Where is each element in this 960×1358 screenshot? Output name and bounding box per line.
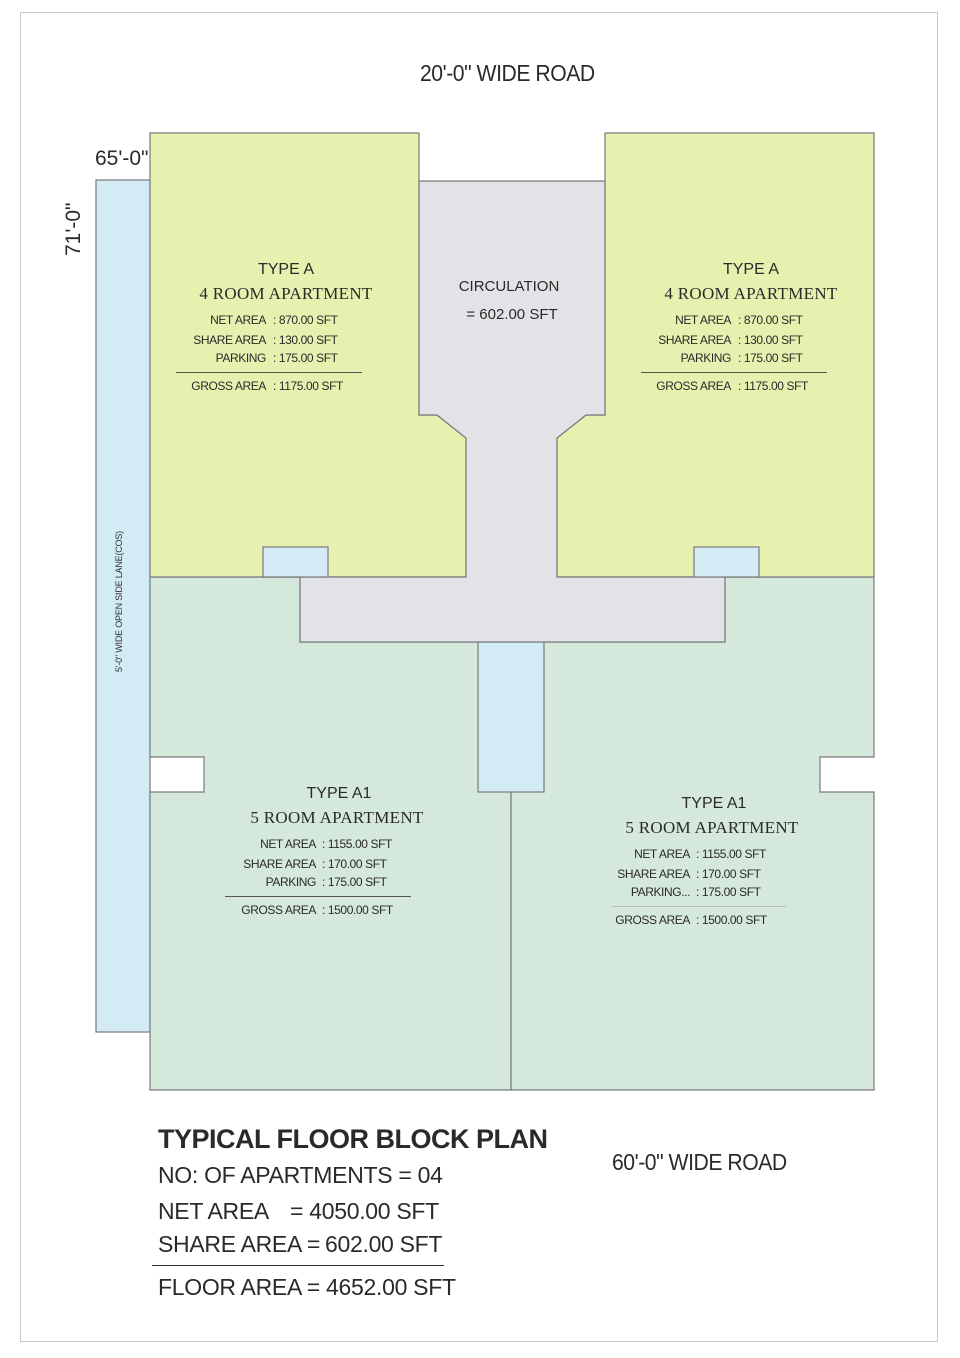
total-share-area-value: 602.00 SFT: [325, 1231, 443, 1257]
depth-dimension: 71'-0": [62, 202, 85, 256]
unit-description: 5 ROOM APARTMENT: [625, 818, 799, 837]
share-area-value: : 130.00 SFT: [273, 333, 338, 347]
gross-area-label: GROSS AREA: [191, 379, 266, 393]
total-share-area-label: SHARE AREA =: [158, 1231, 320, 1257]
total-net-area-label: NET AREA: [158, 1198, 269, 1224]
parking-label: PARKING...: [630, 885, 690, 899]
summary-title: TYPICAL FLOOR BLOCK PLAN: [158, 1124, 548, 1154]
top-road-label: 20'-0" WIDE ROAD: [420, 60, 595, 86]
lightwell-left: [263, 547, 328, 577]
parking-label: PARKING: [680, 351, 731, 365]
circulation-label: CIRCULATION: [458, 278, 560, 295]
gross-area-label: GROSS AREA: [615, 913, 690, 927]
share-area-value: : 170.00 SFT: [322, 857, 387, 871]
net-area-value: : 870.00 SFT: [738, 313, 803, 327]
gross-area-label: GROSS AREA: [656, 379, 731, 393]
share-area-value: : 170.00 SFT: [696, 867, 761, 881]
parking-value: : 175.00 SFT: [273, 351, 338, 365]
share-area-label: SHARE AREA: [243, 857, 316, 871]
summary-total-rule: [152, 1265, 444, 1266]
total-rule: [176, 372, 362, 373]
total-rule: [641, 372, 827, 373]
unit-type: TYPE A: [257, 261, 315, 278]
parking-value: : 175.00 SFT: [696, 885, 761, 899]
gross-area-value: : 1175.00 SFT: [738, 379, 808, 393]
net-area-value: : 870.00 SFT: [273, 313, 338, 327]
side-lane-label: 5'-0" WIDE OPEN SIDE LANE(COS): [114, 531, 124, 672]
unit-description: 4 ROOM APARTMENT: [199, 284, 373, 303]
total-rule: [612, 906, 786, 907]
net-area-value: : 1155.00 SFT: [322, 837, 392, 851]
service-shaft: [478, 642, 544, 792]
share-area-label: SHARE AREA: [193, 333, 266, 347]
parking-value: : 175.00 SFT: [738, 351, 803, 365]
circulation-value: = 602.00 SFT: [466, 306, 558, 323]
parking-value: : 175.00 SFT: [322, 875, 387, 889]
unit-type: TYPE A: [722, 261, 780, 278]
width-dimension: 65'-0": [95, 147, 149, 170]
net-area-value: : 1155.00 SFT: [696, 847, 766, 861]
apartment-count: NO: OF APARTMENTS = 04: [158, 1162, 443, 1188]
total-rule: [225, 896, 411, 897]
gross-area-value: : 1500.00 SFT: [696, 913, 767, 927]
share-area-label: SHARE AREA: [617, 867, 690, 881]
unit-description: 5 ROOM APARTMENT: [250, 808, 424, 827]
parking-label: PARKING: [265, 875, 316, 889]
parking-label: PARKING: [215, 351, 266, 365]
unit-description: 4 ROOM APARTMENT: [664, 284, 838, 303]
share-area-label: SHARE AREA: [658, 333, 731, 347]
lightwell-right: [694, 547, 759, 577]
unit-type: TYPE A1: [306, 785, 372, 802]
net-area-label: NET AREA: [210, 313, 266, 327]
net-area-label: NET AREA: [675, 313, 731, 327]
unit-type: TYPE A1: [681, 795, 747, 812]
share-area-value: : 130.00 SFT: [738, 333, 803, 347]
gross-area-label: GROSS AREA: [241, 903, 316, 917]
total-net-area-value: = 4050.00 SFT: [290, 1198, 439, 1224]
unit-a1-left: [150, 577, 511, 1090]
net-area-label: NET AREA: [634, 847, 690, 861]
bottom-road-label: 60'-0" WIDE ROAD: [612, 1149, 787, 1175]
gross-area-value: : 1175.00 SFT: [273, 379, 343, 393]
gross-area-value: : 1500.00 SFT: [322, 903, 393, 917]
net-area-label: NET AREA: [260, 837, 316, 851]
floor-area-total: FLOOR AREA = 4652.00 SFT: [158, 1274, 456, 1300]
